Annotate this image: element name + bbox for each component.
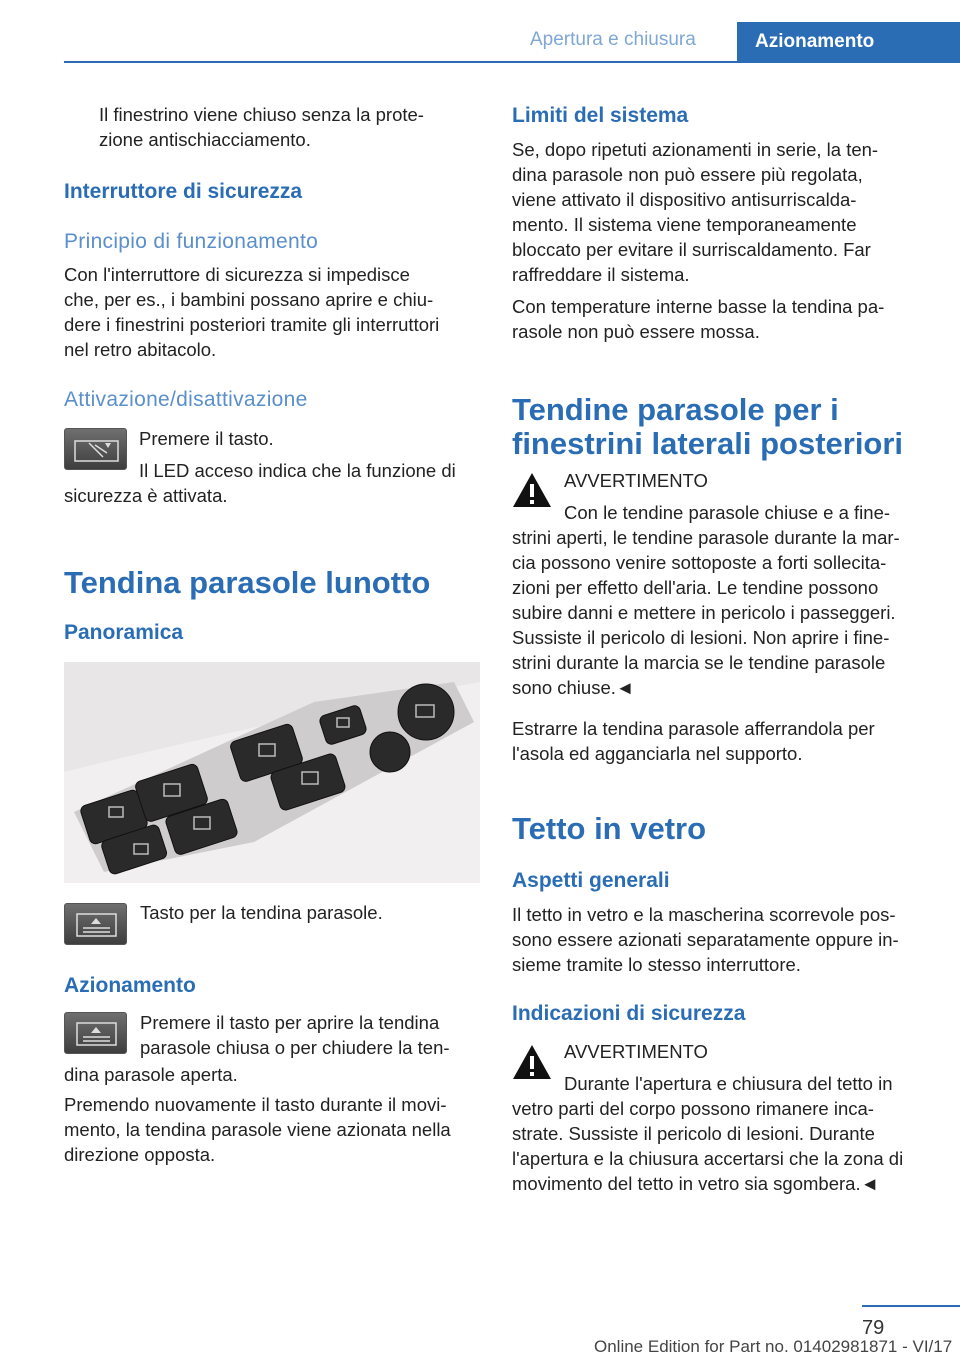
header-section-title: Apertura e chiusura: [530, 29, 696, 50]
intro-text: Il finestrino viene chiuso senza la prote- zione antischiacciamento.: [99, 104, 424, 150]
blind-button-caption: Tasto per la tendina parasole.: [140, 902, 383, 923]
press-button-text: Premere il tasto.: [139, 428, 274, 449]
principle-text: Con l'interruttore di sicurezza si impedisce che, per es., i bambini possano aprire e chiu- dere i finestrini posteriori tramite gli interruttori nel retro abitacolo.: [64, 264, 440, 360]
activation-heading: Attivazione/disattivazione: [64, 388, 308, 411]
warning-2-line-1: Durante l'apertura e chiusura del tetto in: [564, 1073, 893, 1094]
footer-rule: [862, 1305, 960, 1307]
blind-button-icon: [64, 903, 127, 945]
warning-icon: [512, 472, 552, 508]
footer-edition: Online Edition for Part no. 01402981871 - VI/17: [594, 1337, 953, 1356]
warning-2-text: vetro parti del corpo possono rimanere inca- strate. Sussiste il pericolo di lesioni. Durante l'apertura e la chiusura accertarsi che la zona di movimento del tetto in vetro sia sgombera.◄: [512, 1098, 904, 1194]
page-number: 79: [862, 1317, 885, 1339]
header-chapter-tab: Azionamento: [737, 22, 960, 63]
warning-1-text: strini aperti, le tendine parasole durante la mar- cia possono venire sottoposte a forti sollecita- zioni per effetto dell'aria. Le tendine possono subire danni e mettere in pericolo i passeggeri. Sussiste il pericolo di lesioni. Non aprire i fine- strini durante la marcia se le tendine parasole sono chiuse.◄: [512, 527, 900, 698]
led-text-1: Il LED acceso indica che la funzione di: [139, 460, 456, 481]
side-blinds-heading: Tendine parasole per i finestrini laterali posteriori: [512, 392, 904, 461]
safety-switch-heading: Interruttore di sicurezza: [64, 180, 303, 203]
limits-text-2: Con temperature interne basse la tendina pa- rasole non può essere mossa.: [512, 296, 885, 342]
operation-heading: Azionamento: [64, 974, 196, 997]
principle-heading: Principio di funzionamento: [64, 230, 319, 253]
operation-text-2: dina parasole aperta.: [64, 1064, 238, 1085]
warning-label-2: AVVERTIMENTO: [564, 1041, 708, 1062]
general-heading: Aspetti generali: [512, 869, 670, 892]
general-text: Il tetto in vetro e la mascherina scorrevole pos- sono essere azionati separatamente oppure in- sieme tramite lo stesso interruttore.: [512, 904, 899, 975]
warning-label-1: AVVERTIMENTO: [564, 470, 708, 491]
warning-icon: [512, 1044, 552, 1080]
limits-text-1: Se, dopo ripetuti azionamenti in serie, la ten- dina parasole non può essere più regolata, viene attivato il dispositivo antisurriscalda- mento. Il sistema viene temporaneamente bloccato per evitare il surriscaldamento. Far raffreddare il sistema.: [512, 139, 879, 285]
safety-notes-heading: Indicazioni di sicurezza: [512, 1002, 746, 1025]
operation-text-1: Premere il tasto per aprire la tendina parasole chiusa o per chiudere la ten-: [140, 1012, 450, 1058]
glass-roof-heading: Tetto in vetro: [512, 811, 707, 846]
extract-text: Estrarre la tendina parasole afferrandola per l'asola ed agganciarla nel supporto.: [512, 718, 875, 764]
safety-switch-button-icon: [64, 428, 127, 470]
limits-heading: Limiti del sistema: [512, 104, 689, 127]
warning-1-line-1: Con le tendine parasole chiuse e a fine-: [564, 502, 891, 523]
header-rule: [64, 61, 960, 63]
overview-heading: Panoramica: [64, 621, 184, 644]
switch-panel-photo: [64, 662, 480, 883]
rear-blind-heading: Tendina parasole lunotto: [64, 565, 431, 600]
blind-button-icon-2: [64, 1012, 127, 1054]
led-text-2: sicurezza è attivata.: [64, 485, 228, 506]
operation-text-3: Premendo nuovamente il tasto durante il movi- mento, la tendina parasole viene azionata nella direzione opposta.: [64, 1094, 451, 1165]
